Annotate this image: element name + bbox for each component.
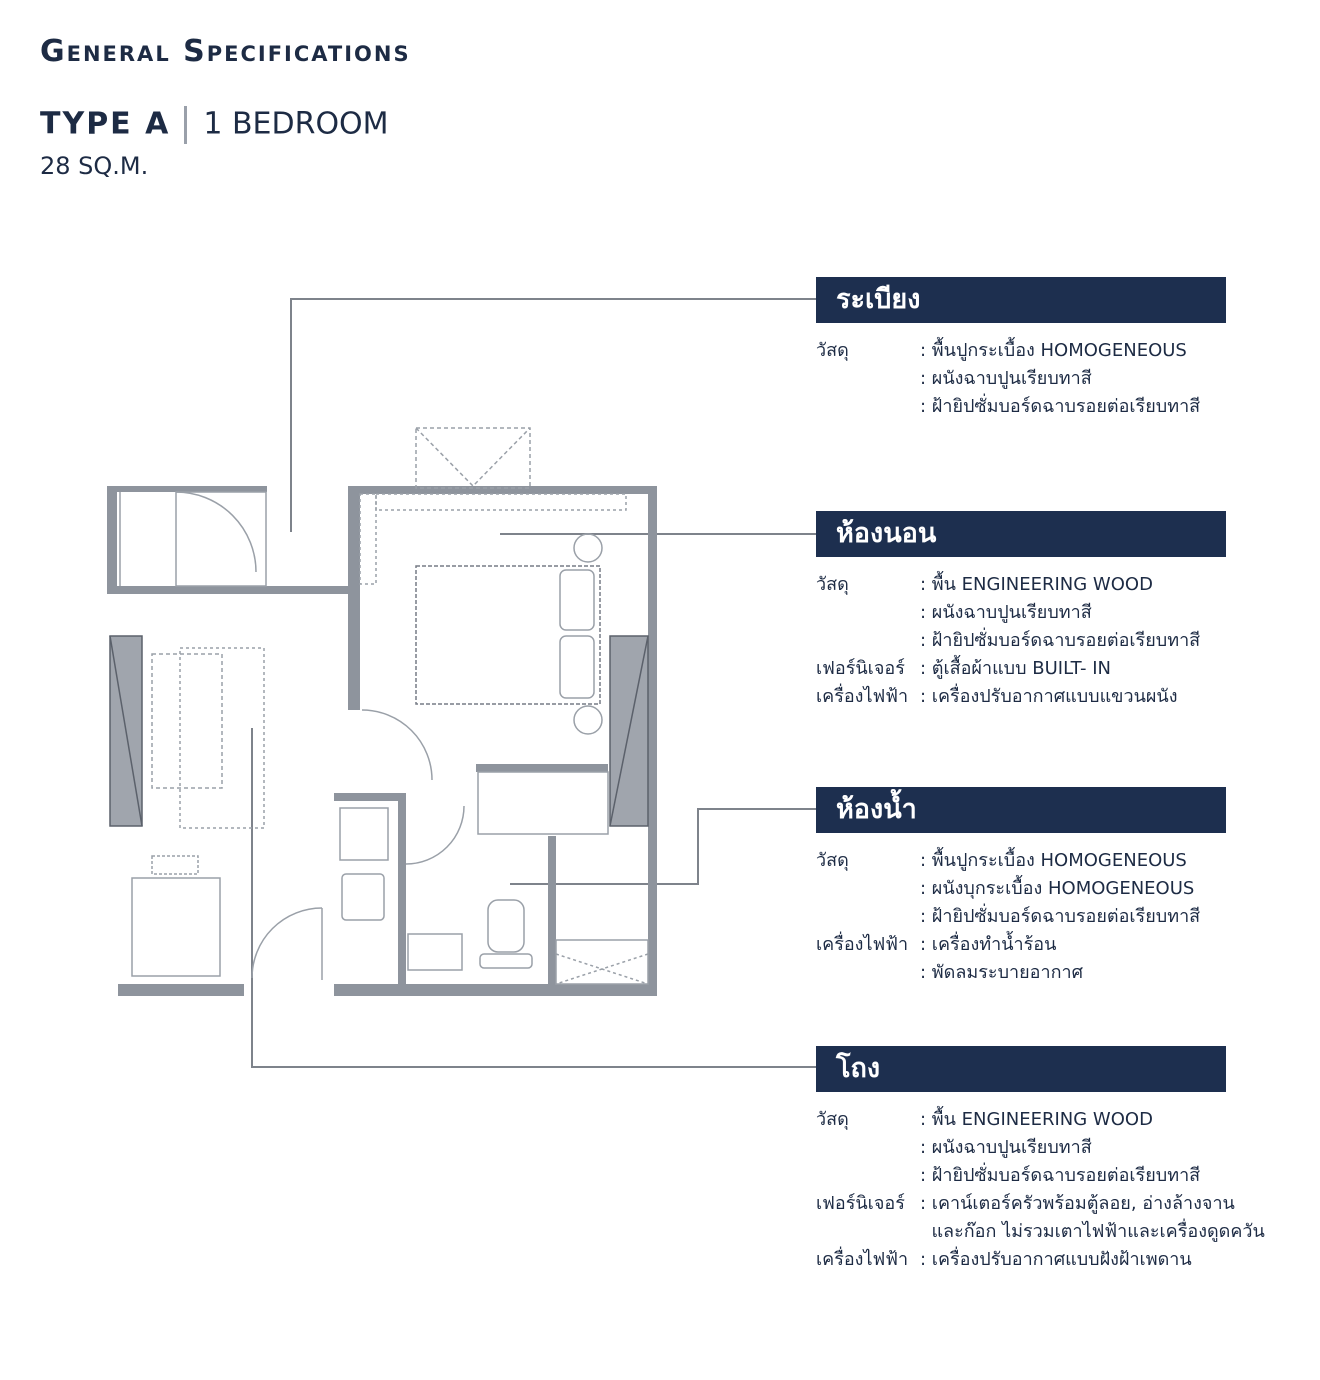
wall-right [648,486,657,996]
spec-label [816,627,920,655]
wall-bath-right [548,836,556,994]
spec-row [816,1246,1226,1274]
spec-value: : ผนังฉาบปูนเรียบทาสี [920,368,1092,389]
wall-bottom-right [334,984,656,996]
spec-label [816,959,920,987]
spec-row [816,847,1226,875]
spec-value: : ตู้เสื้อผ้าแบบ BUILT- IN [920,658,1111,679]
spec-value: : เครื่องปรับอากาศแบบแขวนผนัง [920,686,1178,707]
entry-door-swing [252,908,322,978]
spec-value: : ฝ้ายิปซั่มบอร์ดฉาบรอยต่อเรียบทาสี [920,630,1201,651]
spec-row [816,1162,1226,1190]
spec-bedroom [816,511,1226,711]
spec-label: เฟอร์นิเจอร์ [816,658,905,679]
spec-label: เครื่องไฟฟ้า [816,934,909,955]
bedroom-label: 1 BEDROOM [203,106,389,142]
spec-row [816,393,1226,421]
type-label: TYPE A [40,106,171,142]
wall-bottom-left [118,984,244,996]
spec-row [816,1218,1265,1246]
kitchen-fridge [340,808,388,860]
spec-value: : พื้น ENGINEERING WOOD [920,574,1153,595]
spec-row [816,1134,1226,1162]
bath-counter [408,934,462,970]
unit-area: 28 SQ.M. [40,152,149,180]
dining-table [132,878,220,976]
spec-row [816,903,1226,931]
spec-value: : ผนังฉาบปูนเรียบทาสี [920,602,1092,623]
spec-label: วัสดุ [816,1109,849,1130]
balcony-door-swing [176,492,256,572]
spec-balcony [816,277,1226,421]
spec-row [816,571,1226,599]
spec-label [816,1218,920,1246]
spec-value: : พัดลมระบายอากาศ [920,962,1084,983]
spec-label: วัสดุ [816,850,849,871]
spec-value: : ฝ้ายิปซั่มบอร์ดฉาบรอยต่อเรียบทาสี [920,396,1201,417]
spec-value: : ผนังบุกระเบื้อง HOMOGENEOUS [920,878,1195,899]
spec-value: : พื้นปูกระเบื้อง HOMOGENEOUS [920,850,1187,871]
spec-row [816,1190,1235,1218]
spec-row [816,931,1226,959]
spec-row [816,683,1226,711]
wall-bath-inner [398,793,406,993]
spec-label [816,1162,920,1190]
kitchen-sink [342,874,384,920]
spec-value: : ฝ้ายิปซั่มบอร์ดฉาบรอยต่อเรียบทาสี [920,906,1201,927]
toilet [488,900,524,952]
washbasin [556,940,648,984]
wall-bed-left [348,486,360,710]
spec-value: : เครื่องทำน้ำร้อน [920,934,1057,955]
spec-label: วัสดุ [816,574,849,595]
spec-value: : ผนังฉาบปูนเรียบทาสี [920,1137,1092,1158]
spec-living [816,1046,1265,1274]
spec-row [816,365,1226,393]
wardrobe [360,494,376,584]
spec-label [816,599,920,627]
spec-label: เครื่องไฟฟ้า [816,686,909,707]
nightstand-top [574,534,602,562]
wall-left-top [107,486,117,594]
spec-label [816,875,920,903]
spec-label [816,365,920,393]
spec-value: : เครื่องปรับอากาศแบบฝังฝ้าเพดาน [920,1249,1192,1270]
spec-label: เครื่องไฟฟ้า [816,1249,909,1270]
nightstand-bottom [574,706,602,734]
interior [120,428,648,984]
spec-value: : พื้นปูกระเบื้อง HOMOGENEOUS [920,340,1187,361]
spec-label: วัสดุ [816,340,849,361]
spec-row [816,959,1226,987]
spec-bathroom [816,787,1226,987]
tv-console [152,654,222,788]
spec-value: : เคาน์เตอร์ครัวพร้อมตู้ลอย, อ่างล้างจาน [920,1193,1235,1214]
shower-area [478,772,608,834]
wall-top-balcony [107,486,267,492]
spec-value: และก๊อก ไม่รวมเตาไฟฟ้าและเครื่องดูดควัน [920,1221,1265,1242]
spec-row [816,1106,1226,1134]
spec-row [816,599,1226,627]
spec-heading: ระเบียง [816,277,1226,323]
spec-label [816,903,920,931]
wall-bath-left [334,793,406,801]
spec-row [816,655,1226,683]
spec-row [816,337,1226,365]
wall-bath-top [476,764,608,772]
spec-label [816,1134,920,1162]
spec-row [816,627,1226,655]
spec-value: : พื้น ENGINEERING WOOD [920,1109,1153,1130]
bed [416,566,600,704]
page-title: General Specifications [40,34,411,69]
leader-lines [252,299,816,1067]
leader-balcony [291,299,816,532]
bedroom-door-swing [362,710,432,780]
spec-heading: ห้องน้ำ [816,787,1226,833]
spec-label: เฟอร์นิเจอร์ [816,1193,905,1214]
spec-label [816,393,920,421]
wall-top-bed [348,486,656,494]
leader-living [252,728,816,1067]
spec-value: : ฝ้ายิปซั่มบอร์ดฉาบรอยต่อเรียบทาสี [920,1165,1201,1186]
spec-heading: ห้องนอน [816,511,1226,557]
spec-heading: โถง [816,1046,1226,1092]
window-box [416,428,530,488]
wall-balcony-sep [107,586,352,594]
spec-row [816,875,1226,903]
